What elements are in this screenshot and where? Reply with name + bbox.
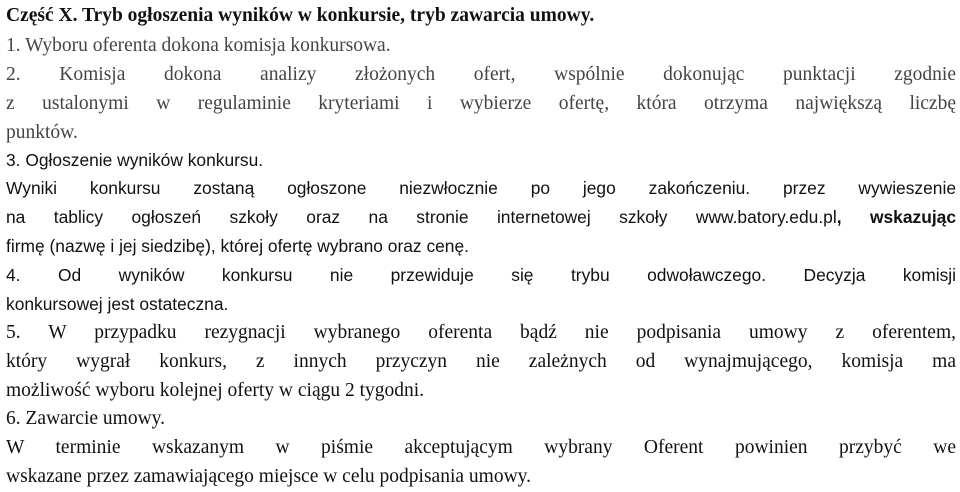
paragraph-3-line-2-text: na tablicy ogłoszeń szkoły oraz na stronie internetowej szkoły www.batory.edu.pl <box>6 207 837 227</box>
paragraph-2-line-2: z ustalonymi w regulaminie kryteriami i wybierze ofertę, która otrzyma największą liczbę <box>6 93 956 114</box>
paragraph-3-line-3: firmę (nazwę i jej siedzibę), której ofertę wybrano oraz cenę. <box>6 236 469 256</box>
paragraph-1: 1. Wyboru oferenta dokona komisja konkursowa. <box>6 35 391 56</box>
paragraph-3-line-1: Wyniki konkursu zostaną ogłoszone niezwłocznie po jego zakończeniu. przez wywieszenie <box>6 178 956 198</box>
paragraph-6-title: 6. Zawarcie umowy. <box>6 408 166 429</box>
paragraph-5-line-2: który wygrał konkurs, z innych przyczyn nie zależnych od wynajmującego, komisja ma <box>6 351 956 372</box>
section-heading: Część X. Tryb ogłoszenia wyników w konkursie, tryb zawarcia umowy. <box>6 5 595 26</box>
paragraph-2-line-1: 2. Komisja dokona analizy złożonych ofert, wspólnie dokonując punktacji zgodnie <box>6 64 956 85</box>
paragraph-4-line-1: 4. Od wyników konkursu nie przewiduje się trybu odwoławczego. Decyzja komisji <box>6 265 956 285</box>
paragraph-2-line-3: punktów. <box>6 122 78 143</box>
paragraph-5-line-1: 5. W przypadku rezygnacji wybranego oferenta bądź nie podpisania umowy z oferentem, <box>6 322 956 343</box>
paragraph-5-line-3: możliwość wyboru kolejnej oferty w ciągu 2 tygodni. <box>6 380 425 401</box>
paragraph-3-line-2-tail: , wskazując <box>836 207 956 227</box>
paragraph-3-title: 3. Ogłoszenie wyników konkursu. <box>6 150 264 170</box>
paragraph-3-line-2 <box>6 205 956 229</box>
paragraph-4-line-2: konkursowej jest ostateczna. <box>6 294 229 314</box>
paragraph-6-line-1: W terminie wskazanym w piśmie akceptującym wybrany Oferent powinien przybyć we <box>6 437 956 458</box>
paragraph-6-line-2: wskazane przez zamawiającego miejsce w celu podpisania umowy. <box>6 466 532 487</box>
